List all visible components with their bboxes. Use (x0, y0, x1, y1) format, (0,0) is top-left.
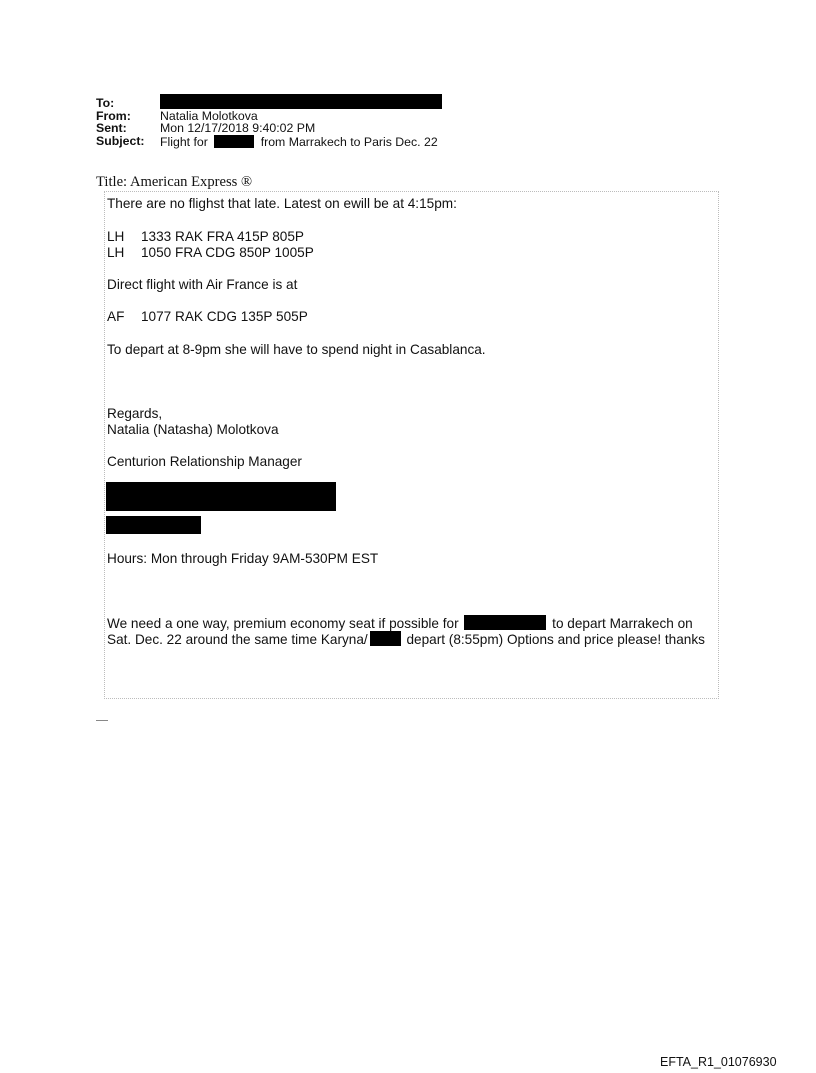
flight-carrier: LH (107, 229, 125, 244)
flight-detail: 1050 FRA CDG 850P 1005P (141, 245, 314, 260)
redaction-box (464, 615, 546, 630)
to-value (160, 94, 442, 110)
flight-detail: 1077 RAK CDG 135P 505P (141, 309, 308, 324)
page-mark (96, 716, 108, 721)
body-line-direct-flight: Direct flight with Air France is at (107, 277, 298, 292)
body-line-casablanca: To depart at 8-9pm she will have to spend night in Casablanca. (107, 342, 486, 357)
sent-label: Sent: (96, 121, 127, 135)
to-label: To: (96, 96, 115, 110)
document-title: Title: American Express ® (96, 174, 253, 190)
document-id: EFTA_R1_01076930 (660, 1055, 777, 1069)
redaction-box (370, 631, 401, 646)
subject-value (160, 135, 438, 149)
flight-detail: 1333 RAK FRA 415P 805P (141, 229, 304, 244)
flight-carrier: AF (107, 309, 125, 324)
request-text: to depart Marrakech on (552, 616, 693, 631)
from-label: From: (96, 108, 131, 123)
subject-prefix: Flight for (160, 134, 208, 149)
signature-title: Centurion Relationship Manager (107, 454, 302, 469)
redaction-box-contact (106, 482, 336, 511)
request-text: We need a one way, premium economy seat if possible for (107, 616, 459, 631)
signature-hours: Hours: Mon through Friday 9AM-530PM EST (107, 551, 379, 566)
sent-value: Mon 12/17/2018 9:40:02 PM (160, 121, 316, 135)
redaction-box (214, 135, 254, 148)
subject-suffix: from Marrakech to Paris Dec. 22 (260, 134, 438, 149)
subject-label: Subject: (96, 133, 145, 148)
signature-regards: Regards, (107, 406, 163, 421)
request-text: Sat. Dec. 22 around the same time Karyna/ (107, 632, 368, 647)
request-text: depart (8:55pm) Options and price please! thanks (406, 632, 705, 647)
request-line-2 (107, 631, 705, 647)
redaction-box-phone (106, 516, 201, 534)
from-value: Natalia Molotkova (160, 108, 258, 123)
body-line-no-flights: There are no flighst that late. Latest on ewill be at 4:15pm: (107, 196, 457, 211)
redaction-box (160, 94, 442, 109)
signature-name: Natalia (Natasha) Molotkova (107, 422, 279, 437)
flight-carrier: LH (107, 245, 125, 260)
request-line-1 (107, 615, 693, 631)
